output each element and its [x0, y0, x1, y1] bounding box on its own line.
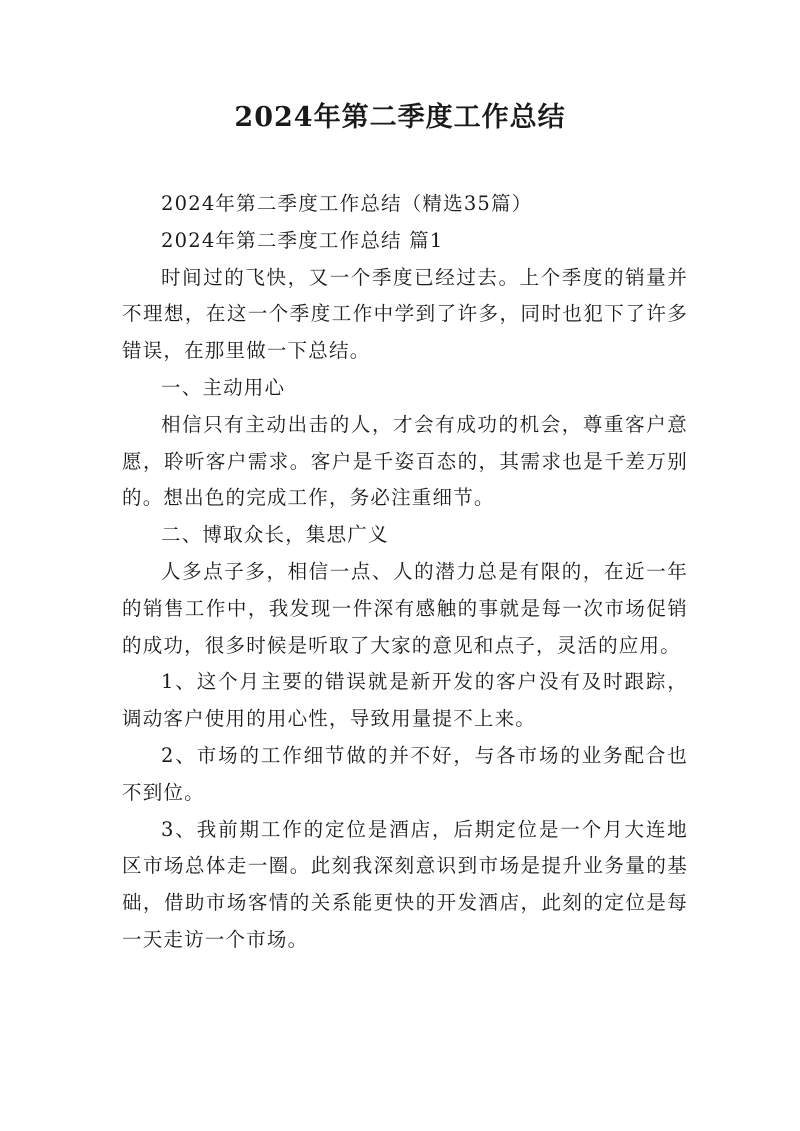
document-title: 2024年第二季度工作总结 — [234, 102, 566, 133]
section-heading: 2024年第二季度工作总结 篇1 — [161, 228, 444, 252]
section-heading: 二、博取众长，集思广义 — [161, 523, 389, 547]
numbered-paragraph: 1、这个月主要的错误就是新开发的客户没有及时跟踪，调动客户使用的用心性，导致用量提不上来。 — [122, 670, 688, 731]
subtitle-paragraph: 2024年第二季度工作总结（精选35篇） — [161, 192, 533, 215]
section-heading: 一、主动用心 — [161, 375, 286, 399]
numbered-paragraph: 2、市场的工作细节做的并不好，与各市场的业务配合也不到位。 — [122, 743, 688, 804]
body-paragraph: 人多点子多，相信一点、人的潜力总是有限的，在近一年的销售工作中，我发现一件深有感触的事就是每一次市场促销的成功，很多时候是听取了大家的意见和点子，灵活的应用。 — [122, 559, 688, 657]
numbered-paragraph: 3、我前期工作的定位是酒店，后期定位是一个月大连地区市场总体走一圈。此刻我深刻意识到市场是提升业务量的基础，借助市场客情的关系能更快的开发酒店，此刻的定位是每一天走访一个市场。 — [122, 817, 688, 951]
body-paragraph: 时间过的飞快，又一个季度已经过去。上个季度的销量并不理想，在这一个季度工作中学到了许多，同时也犯下了许多错误，在那里做一下总结。 — [122, 265, 688, 363]
body-paragraph: 相信只有主动出击的人，才会有成功的机会，尊重客户意愿，聆听客户需求。客户是千姿百态的，其需求也是千差万别的。想出色的完成工作，务必注重细节。 — [122, 412, 688, 510]
document-body — [122, 186, 688, 959]
